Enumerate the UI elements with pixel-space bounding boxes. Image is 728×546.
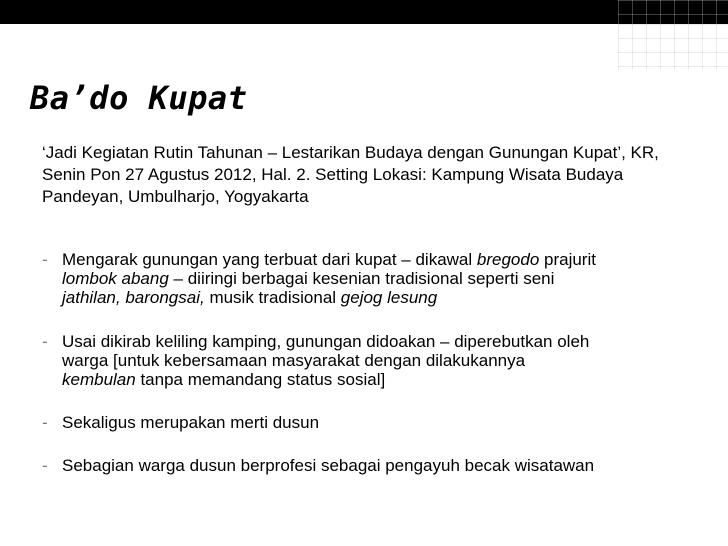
text-run: Mengarak gunungan yang terbuat dari kupat – dikawal: [62, 250, 477, 269]
italic-term: gejog lesung: [340, 288, 438, 307]
text-run: – diiringi berbagai kesenian tradisional seperti seni: [168, 269, 555, 288]
text-run: tanpa memandang status sosial]: [135, 370, 386, 389]
bullet-line: [62, 269, 712, 288]
text-run: prajurit: [539, 250, 596, 269]
source-citation: [42, 142, 702, 208]
italic-term: jathilan, barongsai,: [62, 288, 205, 307]
bullet-line: [62, 250, 712, 269]
italic-term: kembulan: [62, 370, 136, 389]
bullet-marker: -: [42, 456, 48, 475]
bullet-marker: -: [42, 413, 48, 432]
slide-title: Ba’do Kupat: [30, 79, 248, 117]
bullet-line: Sebagian warga dusun berprofesi sebagai pengayuh becak wisatawan: [62, 456, 595, 475]
bullet-item-becak: [42, 456, 712, 475]
bullet-line: [62, 370, 712, 389]
bullet-item-prayer: [42, 332, 712, 389]
source-line: Yogyakarta: [224, 187, 309, 206]
italic-term: bregodo: [476, 250, 540, 269]
bullet-line: Usai dikirab keliling kamping, gunungan didoakan – diperebutkan oleh: [62, 332, 590, 351]
bullet-item-procession: [42, 250, 712, 307]
bullet-list: [42, 250, 712, 501]
bullet-marker: -: [42, 250, 48, 269]
bullet-line: [62, 288, 712, 307]
bullet-marker: -: [42, 332, 48, 351]
bullet-line: warga [untuk kebersamaan masyarakat dengan dilakukannya: [62, 351, 526, 370]
bullet-line: Sekaligus merupakan merti dusun: [62, 413, 320, 432]
text-run: musik tradisional: [204, 288, 341, 307]
source-line: Gunungan Kupat’, KR, Senin Pon 27 Agustus 2012, Hal. 2.: [42, 143, 659, 184]
grid-decoration-light: [618, 24, 728, 70]
italic-term: lombok abang: [62, 269, 169, 288]
source-line: Setting Lokasi: Kampung Wisata Budaya Pandeyan, Umbulharjo,: [42, 165, 624, 206]
bullet-item-merti-dusun: [42, 413, 712, 432]
source-line: ‘Jadi Kegiatan Rutin Tahunan – Lestarikan Budaya dengan: [42, 143, 485, 162]
